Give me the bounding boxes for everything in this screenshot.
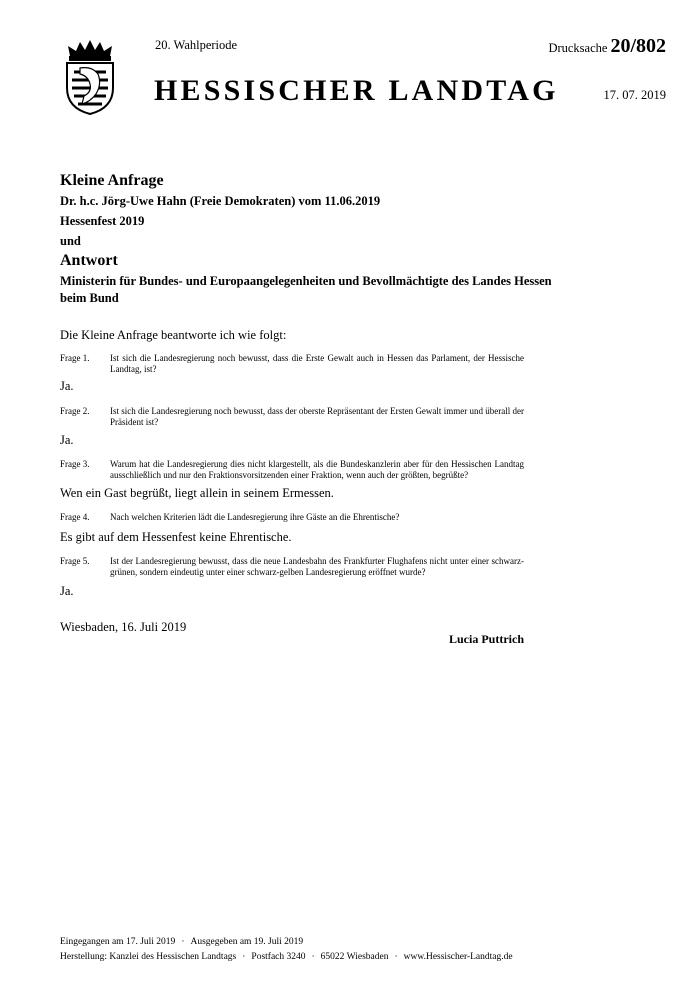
header-date: 17. 07. 2019: [603, 88, 666, 102]
footer-production-office: Herstellung: Kanzlei des Hessischen Landtags: [60, 952, 237, 962]
question-text: Ist sich die Landesregierung noch bewusst, dass die Erste Gewalt auch in Hessen das Parlament, der Hessische Landtag, ist?: [110, 353, 524, 374]
question-label: Frage 1.: [60, 353, 90, 363]
answer-text: Es gibt auf dem Hessenfest keine Ehrentische.: [60, 530, 292, 544]
document-subject: Hessenfest 2019: [60, 214, 145, 228]
question-text: Nach welchen Kriterien lädt die Landesregierung ihre Gäste an die Ehrentische?: [110, 512, 400, 522]
drucksache: [548, 35, 666, 58]
answer-label: Antwort: [60, 252, 118, 269]
footer-production: [60, 952, 513, 962]
question-text: Ist sich die Landesregierung noch bewusst, dass der oberste Repräsentant der Ersten Gewalt immer und überall der Präsident ist?: [110, 406, 524, 427]
footer-city: 65022 Wiesbaden: [320, 952, 389, 962]
separator-dot: ·: [242, 952, 246, 962]
answer-text: Ja.: [60, 433, 74, 447]
drucksache-number: 20/802: [610, 35, 666, 57]
question-label: Frage 2.: [60, 406, 90, 416]
separator-dot: ·: [394, 952, 398, 962]
separator-dot: ·: [311, 952, 315, 962]
document-meta: [60, 172, 560, 307]
place-date: Wiesbaden, 16. Juli 2019: [60, 620, 187, 634]
footer-issued: Ausgegeben am 19. Juli 2019: [190, 937, 304, 947]
footer-dates: [60, 937, 303, 947]
document-type: Kleine Anfrage: [60, 172, 164, 189]
question-label: Frage 4.: [60, 512, 90, 522]
question-label: Frage 5.: [60, 556, 90, 566]
footer-received: Eingegangen am 17. Juli 2019: [60, 937, 176, 947]
document-author: Dr. h.c. Jörg-Uwe Hahn (Freie Demokraten) vom 11.06.2019: [60, 194, 381, 208]
answer-text: Ja.: [60, 584, 74, 598]
footer-postfach: Postfach 3240: [251, 952, 306, 962]
und-label: und: [60, 234, 81, 248]
separator-dot: ·: [181, 937, 185, 947]
question-label: Frage 3.: [60, 459, 90, 469]
intro-text: Die Kleine Anfrage beantworte ich wie folgt:: [60, 328, 287, 342]
hessen-coat-of-arms-icon: [62, 38, 118, 116]
question-text: Warum hat die Landesregierung dies nicht klargestellt, als die Bundeskanzlerin aber für den Hessischen Landtag ausschließlich und nur den Fraktionsvorsitzenden einer Fraktion, wenn auch der größten, begrüßte?: [110, 459, 524, 480]
drucksache-label: Drucksache: [548, 41, 608, 55]
legislative-period: 20. Wahlperiode: [155, 38, 238, 52]
responder: Ministerin für Bundes- und Europaangelegenheiten und Bevollmächtigte des Landes Hessen beim Bund: [60, 274, 552, 305]
answer-text: Ja.: [60, 379, 74, 393]
answer-text: Wen ein Gast begrüßt, liegt allein in seinem Ermessen.: [60, 486, 334, 500]
signature: Lucia Puttrich: [449, 632, 524, 646]
page-title: HESSISCHER LANDTAG: [154, 74, 559, 107]
footer-website[interactable]: www.Hessischer-Landtag.de: [403, 952, 513, 962]
question-text: Ist der Landesregierung bewusst, dass die neue Landesbahn des Frankfurter Flughafens nicht unter einer schwarz-grünen, sondern eindeutig unter einer schwarz-gelben Landesregierung eröffnet wurde?: [110, 556, 524, 577]
